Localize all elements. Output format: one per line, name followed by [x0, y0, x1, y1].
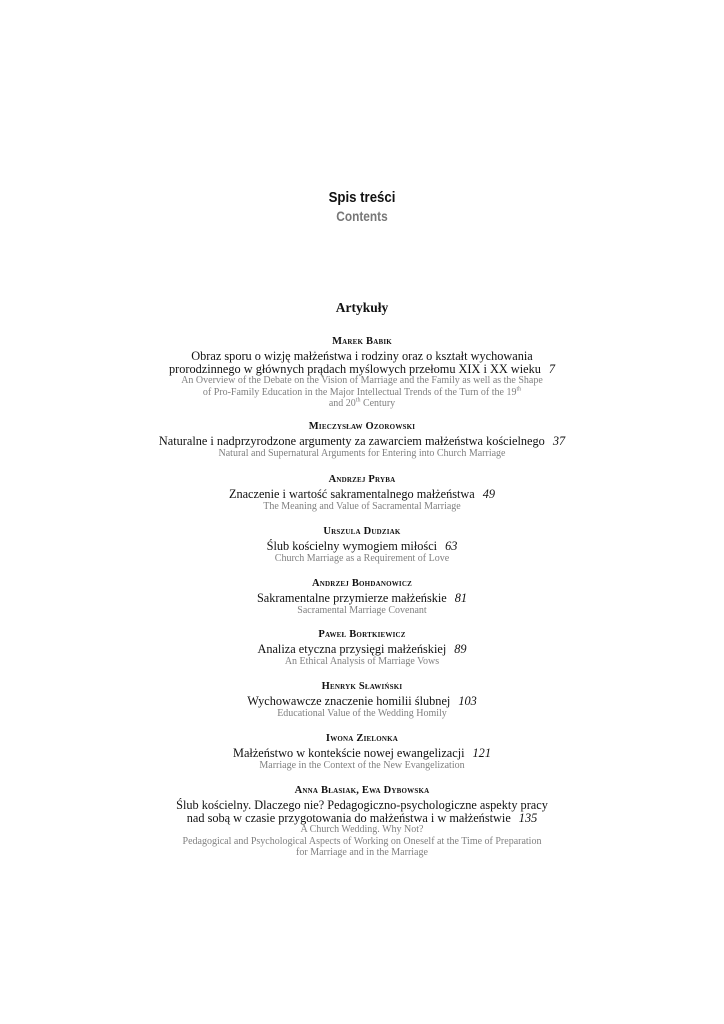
title-en: Pedagogical and Psychological Aspects of Working on Oneself at the Time of Preparation — [182, 835, 542, 847]
toc-entry — [0, 578, 724, 616]
title-en: The Meaning and Value of Sacramental Marriage — [263, 500, 461, 512]
title-pl: nad sobą w czasie przygotowania do małżeństwa i w małżeństwie 135 — [186, 810, 538, 825]
author-label: Andrzej Bohdanowicz — [312, 578, 412, 589]
page-title: Spis treści — [328, 189, 396, 206]
author-label: Marek Babik — [332, 336, 392, 347]
author-name — [0, 474, 724, 486]
title-en: of Pro-Family Education in the Major Intellectual Trends of the Turn of the 19th — [202, 386, 522, 398]
author-name — [0, 785, 724, 797]
author-label: Anna Błasiak, Ewa Dybowska — [294, 785, 430, 796]
page-number[interactable]: 7 — [548, 361, 556, 376]
author-label: Iwona Zielonka — [325, 733, 399, 744]
toc-entry — [0, 526, 724, 564]
page-number[interactable]: 89 — [454, 642, 467, 656]
section-title: Artykuły — [335, 300, 389, 315]
title-pl: prorodzinnego w głównych prądach myślowych przełomu XIX i XX wieku 7 — [168, 361, 556, 376]
title-pl: Małżeństwo w kontekście nowej ewangelizacji 121 — [233, 746, 491, 760]
author-name — [0, 421, 724, 433]
author-name — [0, 526, 724, 538]
page-number[interactable]: 135 — [518, 810, 538, 825]
toc-entry — [0, 629, 724, 667]
title-en: Educational Value of the Wedding Homily — [277, 707, 447, 719]
page-number[interactable]: 49 — [482, 487, 496, 501]
title-en: An Ethical Analysis of Marriage Vows — [284, 655, 440, 667]
author-label: Andrzej Pryba — [328, 474, 396, 485]
author-label: Paweł Bortkiewicz — [318, 629, 406, 640]
author-name — [0, 336, 724, 348]
title-pl: Ślub kościelny. Dlaczego nie? Pedagogiczno-psychologiczne aspekty pracy — [176, 798, 548, 812]
title-en: A Church Wedding. Why Not? — [300, 824, 424, 835]
page-number[interactable]: 37 — [552, 434, 566, 448]
author-label: Henryk Sławiński — [321, 681, 403, 692]
toc-entry — [0, 681, 724, 719]
toc-entry — [0, 733, 724, 771]
toc-entry — [0, 336, 724, 410]
author-label: Urszula Dudziak — [323, 526, 401, 537]
title-pl: Obraz sporu o wizję małżeństwa i rodziny oraz o kształt wychowania — [191, 349, 533, 363]
page-subtitle: Contents — [336, 209, 388, 224]
title-en: Marriage in the Context of the New Evangelization — [259, 759, 465, 771]
title-en: for Marriage and in the Marriage — [296, 847, 428, 858]
title-en: Natural and Supernatural Arguments for Entering into Church Marriage — [218, 447, 506, 459]
title-pl: Analiza etyczna przysięgi małżeńskiej 89 — [257, 642, 467, 656]
toc-entry — [0, 785, 724, 859]
author-label: Mieczysław Ozorowski — [308, 421, 416, 432]
toc-entry — [0, 474, 724, 512]
title-pl: Wychowawcze znaczenie homilii ślubnej 103 — [247, 694, 477, 708]
page-number[interactable]: 81 — [454, 591, 468, 605]
author-name — [0, 629, 724, 641]
title-pl: Naturalne i nadprzyrodzone argumenty za zawarciem małżeństwa kościelnego 37 — [158, 434, 566, 448]
title-pl: Sakramentalne przymierze małżeńskie 81 — [256, 591, 468, 605]
page-number[interactable]: 63 — [445, 539, 458, 553]
author-name — [0, 578, 724, 590]
title-en: Sacramental Marriage Covenant — [297, 604, 427, 616]
title-pl: Ślub kościelny wymogiem miłości 63 — [266, 539, 458, 553]
author-name — [0, 681, 724, 693]
title-en: Church Marriage as a Requirement of Love — [274, 552, 450, 564]
author-name — [0, 733, 724, 745]
toc-entry — [0, 421, 724, 459]
title-en: An Overview of the Debate on the Vision of Marriage and the Family as well as the Shape — [181, 375, 543, 386]
page-number[interactable]: 103 — [458, 694, 477, 708]
title-en: and 20th Century — [328, 397, 396, 409]
title-pl: Znaczenie i wartość sakramentalnego małżeństwa 49 — [228, 487, 496, 501]
page-number[interactable]: 121 — [472, 746, 491, 760]
